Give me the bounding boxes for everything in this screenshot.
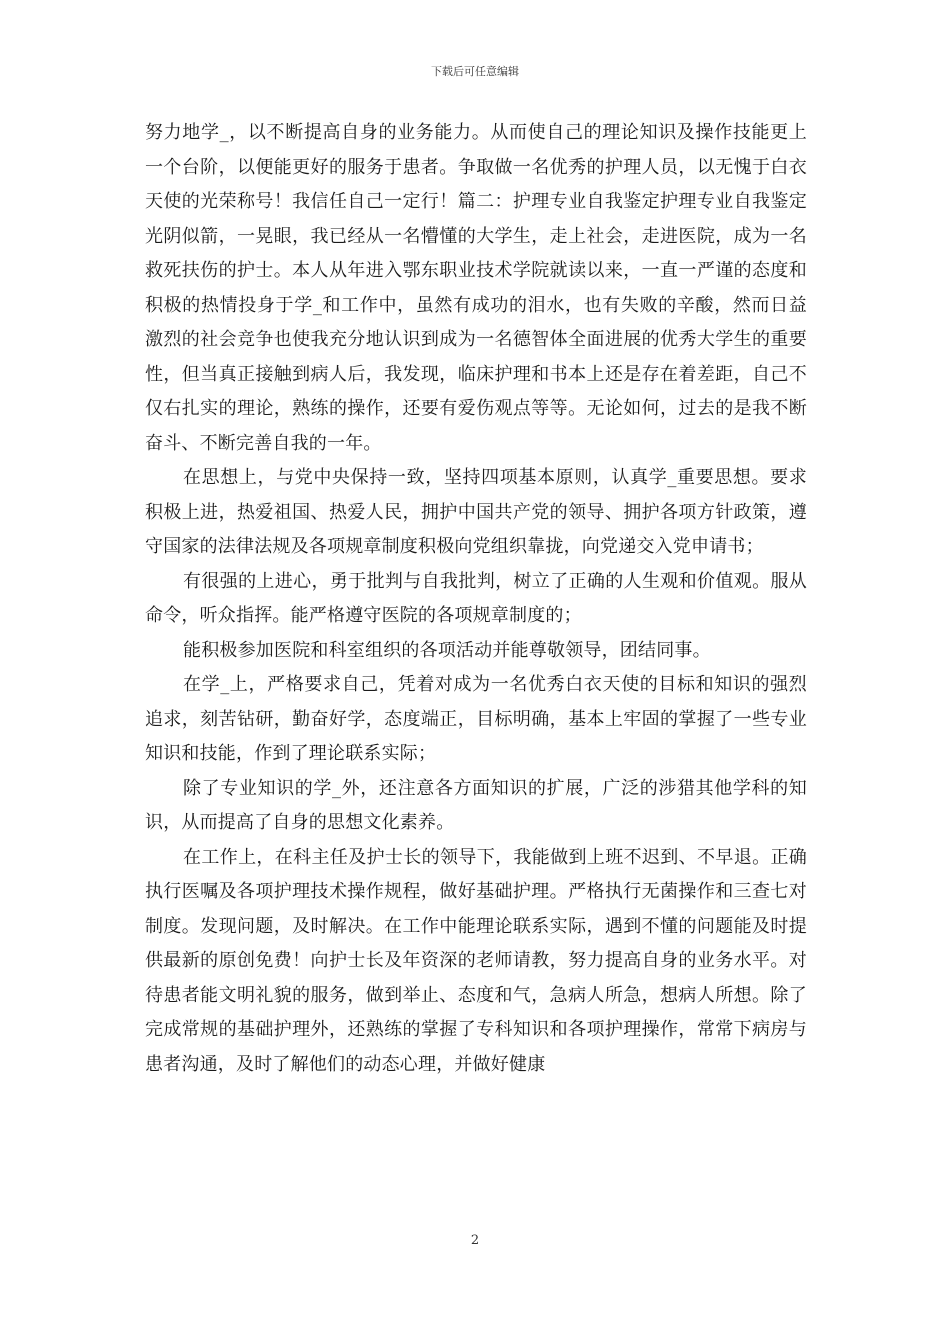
paragraph-continuation: 努力地学_，以不断提高自身的业务能力。从而使自己的理论知识及操作技能更上一个台阶，以便能更好的服务于患者。争取做一名优秀的护理人员，以无愧于白衣天使的光荣称号！我信任自己一定行！篇二：护理专业自我鉴定护理专业自我鉴定光阴似箭，一晃眼，我已经从一名懵懂的大学生，走上社会，走进医院，成为一名救死扶伤的护士。本人从年进入鄂东职业技术学院就读以来，一直一严谨的态度和积极的热情投身于学_和工作中，虽然有成功的泪水，也有失败的辛酸，然而日益激烈的社会竞争也使我充分地认识到成为一名德智体全面进展的优秀大学生的重要性，但当真正接触到病人后，我发现，临床护理和书本上还是存在着差距，自己不仅右扎实的理论，熟练的操作，还要有爱伤观点等等。无论如何，过去的是我不断奋斗、不断完善自我的一年。 <box>145 122 807 454</box>
page-number: 2 <box>470 1233 480 1248</box>
paragraph-knowledge: 除了专业知识的学_外，还注意各方面知识的扩展，广泛的涉猎其他学科的知识，从而提高了自身的思想文化素养。 <box>145 777 807 833</box>
paragraph-work: 在工作上，在科主任及护士长的领导下，我能做到上班不迟到、不早退。正确执行医嘱及各项护理技术操作规程，做好基础护理。严格执行无菌操作和三查七对制度。发现问题，及时解决。在工作中能理论联系实际，遇到不懂的问题能及时提供最新的原创免费！向护士长及年资深的老师请教，努力提高自身的业务水平。对待患者能文明礼貌的服务，做到举止、态度和气，急病人所急，想病人所想。除了完成常规的基础护理外，还熟练的掌握了专科知识和各项护理操作，常常下病房与患者沟通，及时了解他们的动态心理，并做好健康 <box>145 846 807 1075</box>
paragraph-study: 在学_上，严格要求自己，凭着对成为一名优秀白衣天使的目标和知识的强烈追求，刻苦钻研，勤奋好学，态度端正，目标明确，基本上牢固的掌握了一些专业知识和技能，作到了理论联系实际； <box>145 674 807 764</box>
document-body <box>145 116 807 1082</box>
paragraph-activities: 能积极参加医院和科室组织的各项活动并能尊敬领导，团结同事。 <box>183 639 711 661</box>
paragraph-ideology: 在思想上，与党中央保持一致，坚持四项基本原则，认真学_重要思想。要求积极上进，热爱祖国、热爱人民，拥护中国共产党的领导、拥护各项方针政策，遵守国家的法律法规及各项规章制度积极向党组织靠拢，向党递交入党申请书； <box>145 467 807 557</box>
paragraph-self-criticism: 有很强的上进心，勇于批判与自我批判，树立了正确的人生观和价值观。服从命令，听众指挥。能严格遵守医院的各项规章制度的； <box>145 570 807 626</box>
page-header-note: 下载后可任意编辑 <box>431 65 519 78</box>
